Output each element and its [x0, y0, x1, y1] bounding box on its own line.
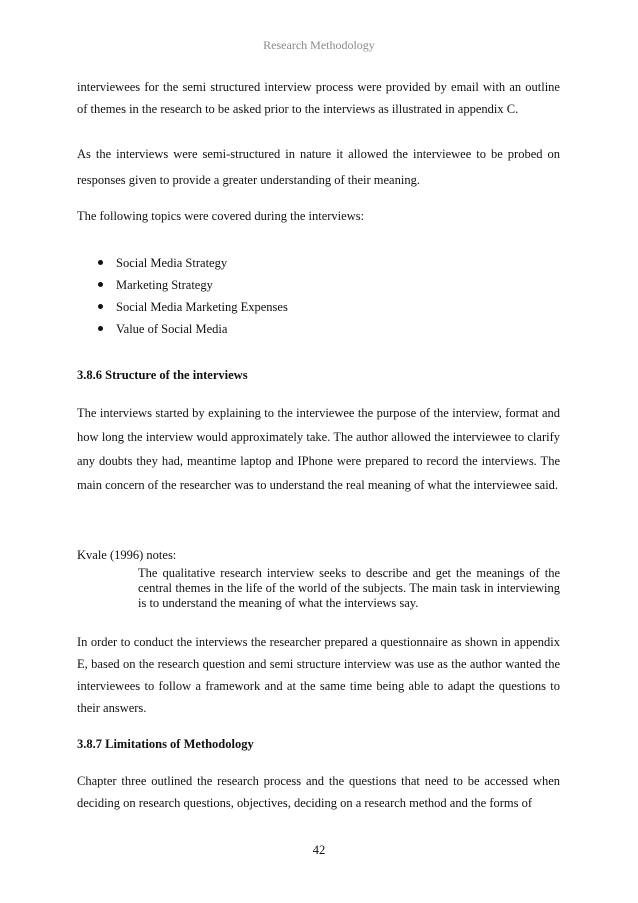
section-heading-structure: 3.8.6 Structure of the interviews	[77, 368, 248, 382]
paragraph-topics-intro: The following topics were covered during the interviews:	[77, 209, 365, 223]
list-item	[95, 320, 288, 342]
section-heading-limitations: 3.8.7 Limitations of Methodology	[77, 737, 254, 751]
block-quote: The qualitative research interview seeks to describe and get the meanings of the central themes in the life of the world of the subjects. The main task in interviewing is to understand the meaning of what the interviews say.	[138, 566, 560, 610]
paragraph-interviewee-themes: interviewees for the semi structured interview process were provided by email with an outline of themes in the research to be asked prior to the interviews as illustrated in appendix C.	[77, 80, 560, 116]
paragraph-kvale-intro: Kvale (1996) notes:	[77, 548, 177, 562]
paragraph-chapter-three: Chapter three outlined the research process and the questions that need to be accessed when deciding on research questions, objectives, deciding on a research method and the forms of	[77, 774, 560, 810]
list-item-label: Social Media Strategy	[116, 256, 228, 270]
topics-list	[95, 254, 288, 342]
page-number: 42	[312, 843, 326, 857]
list-item-label: Marketing Strategy	[116, 278, 213, 292]
bullet-icon	[98, 282, 103, 287]
list-item-label: Value of Social Media	[116, 322, 228, 336]
paragraph-interview-procedure: The interviews started by explaining to the interviewee the purpose of the interview, format and how long the interview would approximately take. The author allowed the interviewee to clarify any doubts they had, meantime laptop and IPhone were prepared to record the interviews. The main concern of the researcher was to understand the real meaning of what the interviewee said.	[77, 406, 560, 492]
list-item	[95, 254, 288, 276]
list-item	[95, 276, 288, 298]
paragraph-questionnaire: In order to conduct the interviews the researcher prepared a questionnaire as shown in appendix E, based on the research question and semi structure interview was use as the author wanted the interviewees to follow a framework and at the same time being able to adapt the questions to their answers.	[77, 635, 560, 715]
list-item-label: Social Media Marketing Expenses	[116, 300, 288, 314]
bullet-icon	[98, 260, 103, 265]
bullet-icon	[98, 326, 103, 331]
list-item	[95, 298, 288, 320]
paragraph-semi-structured: As the interviews were semi-structured in nature it allowed the interviewee to be probed on responses given to provide a greater understanding of their meaning.	[77, 147, 560, 187]
bullet-icon	[98, 304, 103, 309]
running-header: Research Methodology	[263, 38, 375, 52]
